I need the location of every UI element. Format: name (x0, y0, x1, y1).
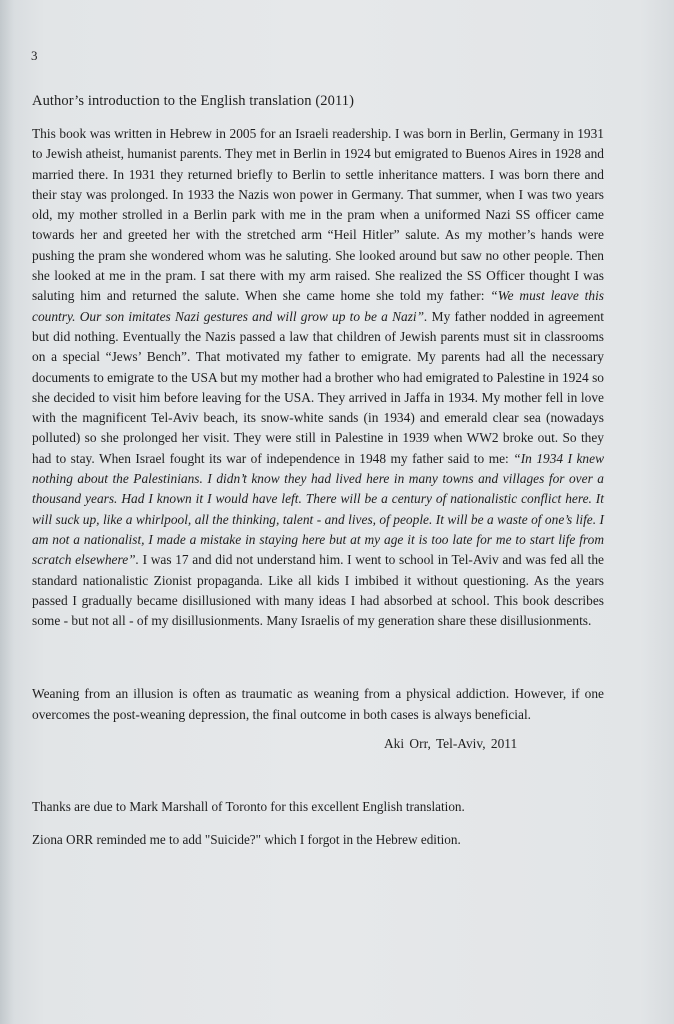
acknowledgement-translation: Thanks are due to Mark Marshall of Toronto for this excellent English translation. (32, 799, 465, 814)
mother-quote: “We must leave this country. Our son imitates Nazi gestures and will grow up to be a Nazi”. (32, 288, 605, 324)
intro-paragraph-2: Weaning from an illusion is often as traumatic as weaning from a physical addiction. However, if one overcomes the post-weaning depression, the final outcome in both cases is always beneficial. (32, 686, 604, 722)
paragraph-1-text-c: I was 17 and did not understand him. I went to school in Tel-Aviv and was fed all the standard nationalistic Zionist propaganda. Like all kids I imbibed it without questioning. As the years passed I gradually became disillusioned with many ideas I had absorbed at school. This book describes some - but not all - of my disillusionments. Many Israelis of my generation share these disillusionments. (32, 552, 604, 629)
paragraph-1-text-b: My father nodded in agreement but did nothing. Eventually the Nazis passed a law that children of Jewish parents must sit in classrooms on a special “Jews’ Bench”. That motivated my father to emigrate. My parents had all the necessary documents to emigrate to the USA but my mother had a brother who had emigrated to Palestine in 1924 so she decided to visit him before leaving for the USA. They arrived in Jaffa in 1934. My mother fell in love with the magnificent Tel-Aviv beach, its snow-white sands (in 1934) and emerald clear sea (nowadays polluted) so she prolonged her visit. They were still in Palestine in 1939 when WW2 broke out. So they had to stay. When Israel fought its war of independence in 1948 my father said to me: (32, 308, 605, 466)
acknowledgement-suicide-chapter: Ziona ORR reminded me to add "Suicide?" which I forgot in the Hebrew edition. (32, 832, 461, 847)
author-signature: Aki Orr, Tel-Aviv, 2011 (384, 736, 518, 751)
page-number: 3 (31, 48, 38, 63)
intro-paragraph-1 (32, 124, 604, 631)
page-title: Author’s introduction to the English translation (2011) (32, 93, 355, 109)
father-quote: “In 1934 I knew nothing about the Palestinians. I didn’t know they had lived here in many towns and villages for over a thousand years. Had I known it I would have left. There will be a century of nationalistic conflict here. It will suck up, like a whirlpool, all the thinking, talent - and lives, of people. It will be a waste of one’s life. I am not a nationalist, I made a mistake in staying here but at my age it is too late for me to start life from scratch elsewhere”. (32, 450, 605, 568)
paragraph-1-text-a: This book was written in Hebrew in 2005 for an Israeli readership. I was born in Berlin, Germany in 1931 to Jewish atheist, humanist parents. They met in Berlin in 1924 but emigrated to Buenos Aires in 1928 and married there. In 1931 they returned briefly to Berlin to settle inheritance matters. I was born there and their stay was prolonged. In 1933 the Nazis won power in Germany. That summer, when I was two years old, my mother strolled in a Berlin park with me in the pram when a uniformed Nazi SS officer came towards her and greeted her with the stretched arm “Heil Hitler” salute. As my mother’s hands were pushing the pram she wondered whom was he saluting. She looked around but saw no other people. Then she looked at me in the pram. I sat there with my arm raised. She realized the SS Officer thought I was saluting him and returned the salute. When she came home she told my father: (32, 126, 604, 304)
